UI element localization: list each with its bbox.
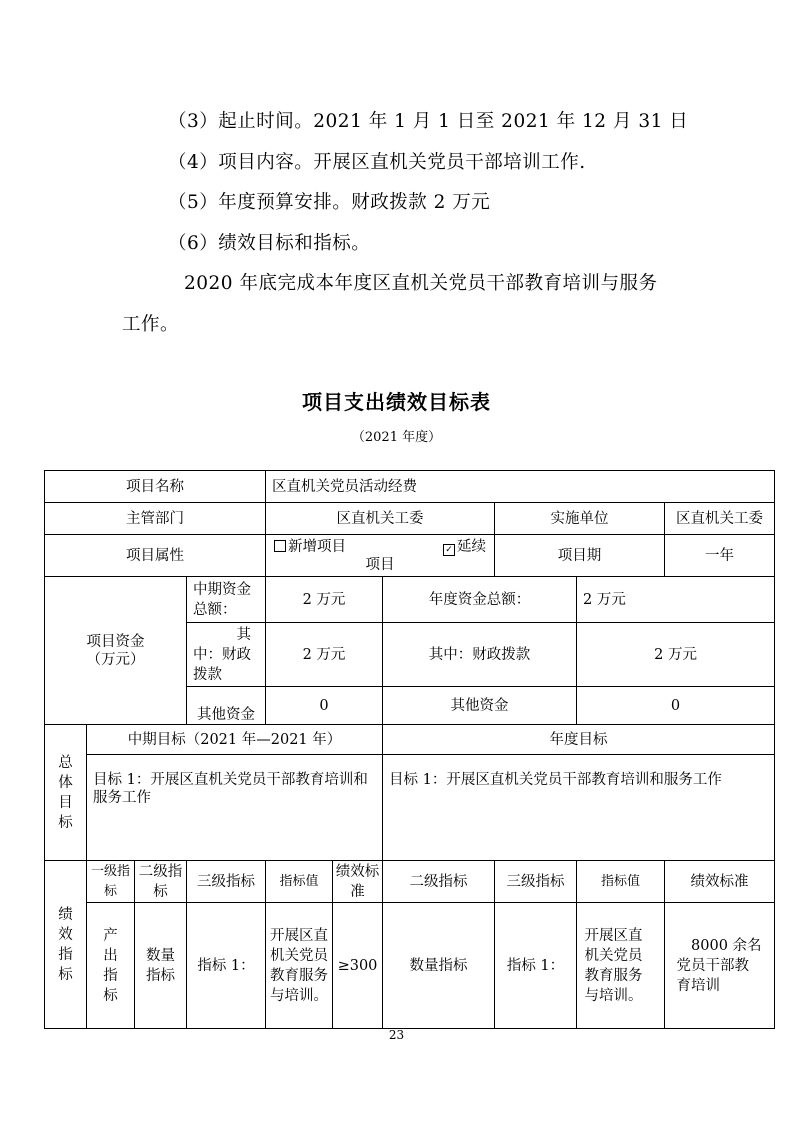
- page-number: 23: [388, 1028, 405, 1042]
- other-fund-value: 0: [266, 687, 383, 725]
- table-title: 项目支出绩效目标表: [302, 390, 491, 414]
- quantity-indicator: 数量指标: [135, 903, 187, 1029]
- year-goal-text: 目标 1：开展区直机关党员干部教育培训和服务工作: [383, 755, 775, 861]
- indicator-1: 指标 1：: [187, 903, 266, 1029]
- impl-unit-value: 区直机关工委: [665, 503, 775, 535]
- quantity-indicator-right: 数量指标: [383, 903, 495, 1029]
- standard-header: 绩效标准: [333, 861, 383, 903]
- level2-header: 二级指标: [135, 861, 187, 903]
- mid-total-label: 中期资金总额：: [187, 577, 266, 623]
- table-subtitle: （2021 年度）: [351, 430, 442, 445]
- year-goal-header: 年度目标: [383, 725, 775, 755]
- year-fiscal-value: 2 万元: [577, 623, 775, 687]
- performance-standard: ≥300: [333, 903, 383, 1029]
- year-total-label: 年度资金总额：: [383, 577, 577, 623]
- attr-label: 项目属性: [45, 535, 266, 577]
- paragraph-targets: （6）绩效目标和指标。: [168, 233, 371, 254]
- paragraph-start-end-time: （3）起止时间。2021 年 1 月 1 日至 2021 年 12 月 31 日: [168, 111, 689, 132]
- level3-header-right: 三级指标: [495, 861, 577, 903]
- level3-header: 三级指标: [187, 861, 266, 903]
- project-name-value: 区直机关党员活动经费: [266, 471, 775, 503]
- performance-standard-right: 8000 余名党员干部教育培训: [665, 903, 775, 1029]
- period-value: 一年: [665, 535, 775, 577]
- indicator-label: 绩效指标: [45, 861, 87, 1029]
- mid-total-value: 2 万元: [266, 577, 383, 623]
- mid-fiscal-value: 2 万元: [266, 623, 383, 687]
- indicator-value-right: 开展区直机关党员教育服务与培训。: [577, 903, 665, 1029]
- indicator-1-right: 指标 1：: [495, 903, 577, 1029]
- continued-project-option[interactable]: ✓ 延续: [443, 538, 486, 556]
- paragraph-project-content: （4）项目内容。开展区直机关党员干部培训工作.: [168, 152, 586, 173]
- other-fund-label: 其他资金: [187, 687, 266, 725]
- standard-header-right: 绩效标准: [665, 861, 775, 903]
- mid-goal-header: 中期目标（2021 年—2021 年）: [87, 725, 383, 755]
- paragraph-summary-line2: 工作。: [122, 314, 180, 335]
- mid-goal-text: 目标 1：开展区直机关党员干部教育培训和服务工作: [87, 755, 383, 861]
- dept-value: 区直机关工委: [266, 503, 495, 535]
- impl-unit-label: 实施单位: [495, 503, 665, 535]
- level2-header-right: 二级指标: [383, 861, 495, 903]
- continued-project-option-line2: 项目: [365, 556, 395, 573]
- period-label: 项目期: [495, 535, 665, 577]
- project-name-label: 项目名称: [45, 471, 266, 503]
- value-header: 指标值: [266, 861, 333, 903]
- mid-fiscal-label: 其中：财政拨款: [187, 623, 266, 687]
- new-project-option[interactable]: 新增项目: [274, 538, 346, 556]
- level1-header: 一级指标: [87, 861, 135, 903]
- checkbox-checked-icon: ✓: [443, 544, 455, 556]
- output-indicator: 产出指标: [87, 903, 135, 1029]
- other-fund-label-2: 其他资金: [383, 687, 577, 725]
- attr-options: [266, 535, 495, 577]
- fund-label: 项目资金 （万元）: [45, 577, 187, 725]
- year-fiscal-label: 其中：财政拨款: [383, 623, 577, 687]
- overall-goal-label: 总体目标: [45, 725, 87, 861]
- performance-target-table: [44, 470, 775, 1029]
- paragraph-budget: （5）年度预算安排。财政拨款 2 万元: [168, 192, 491, 213]
- paragraph-summary-line1: 2020 年底完成本年度区直机关党员干部教育培训与服务: [184, 273, 658, 294]
- dept-label: 主管部门: [45, 503, 266, 535]
- value-header-right: 指标值: [577, 861, 665, 903]
- checkbox-unchecked-icon: [274, 540, 286, 552]
- year-total-value: 2 万元: [577, 577, 775, 623]
- other-fund-value-2: 0: [577, 687, 775, 725]
- indicator-value: 开展区直机关党员教育服务与培训。: [266, 903, 333, 1029]
